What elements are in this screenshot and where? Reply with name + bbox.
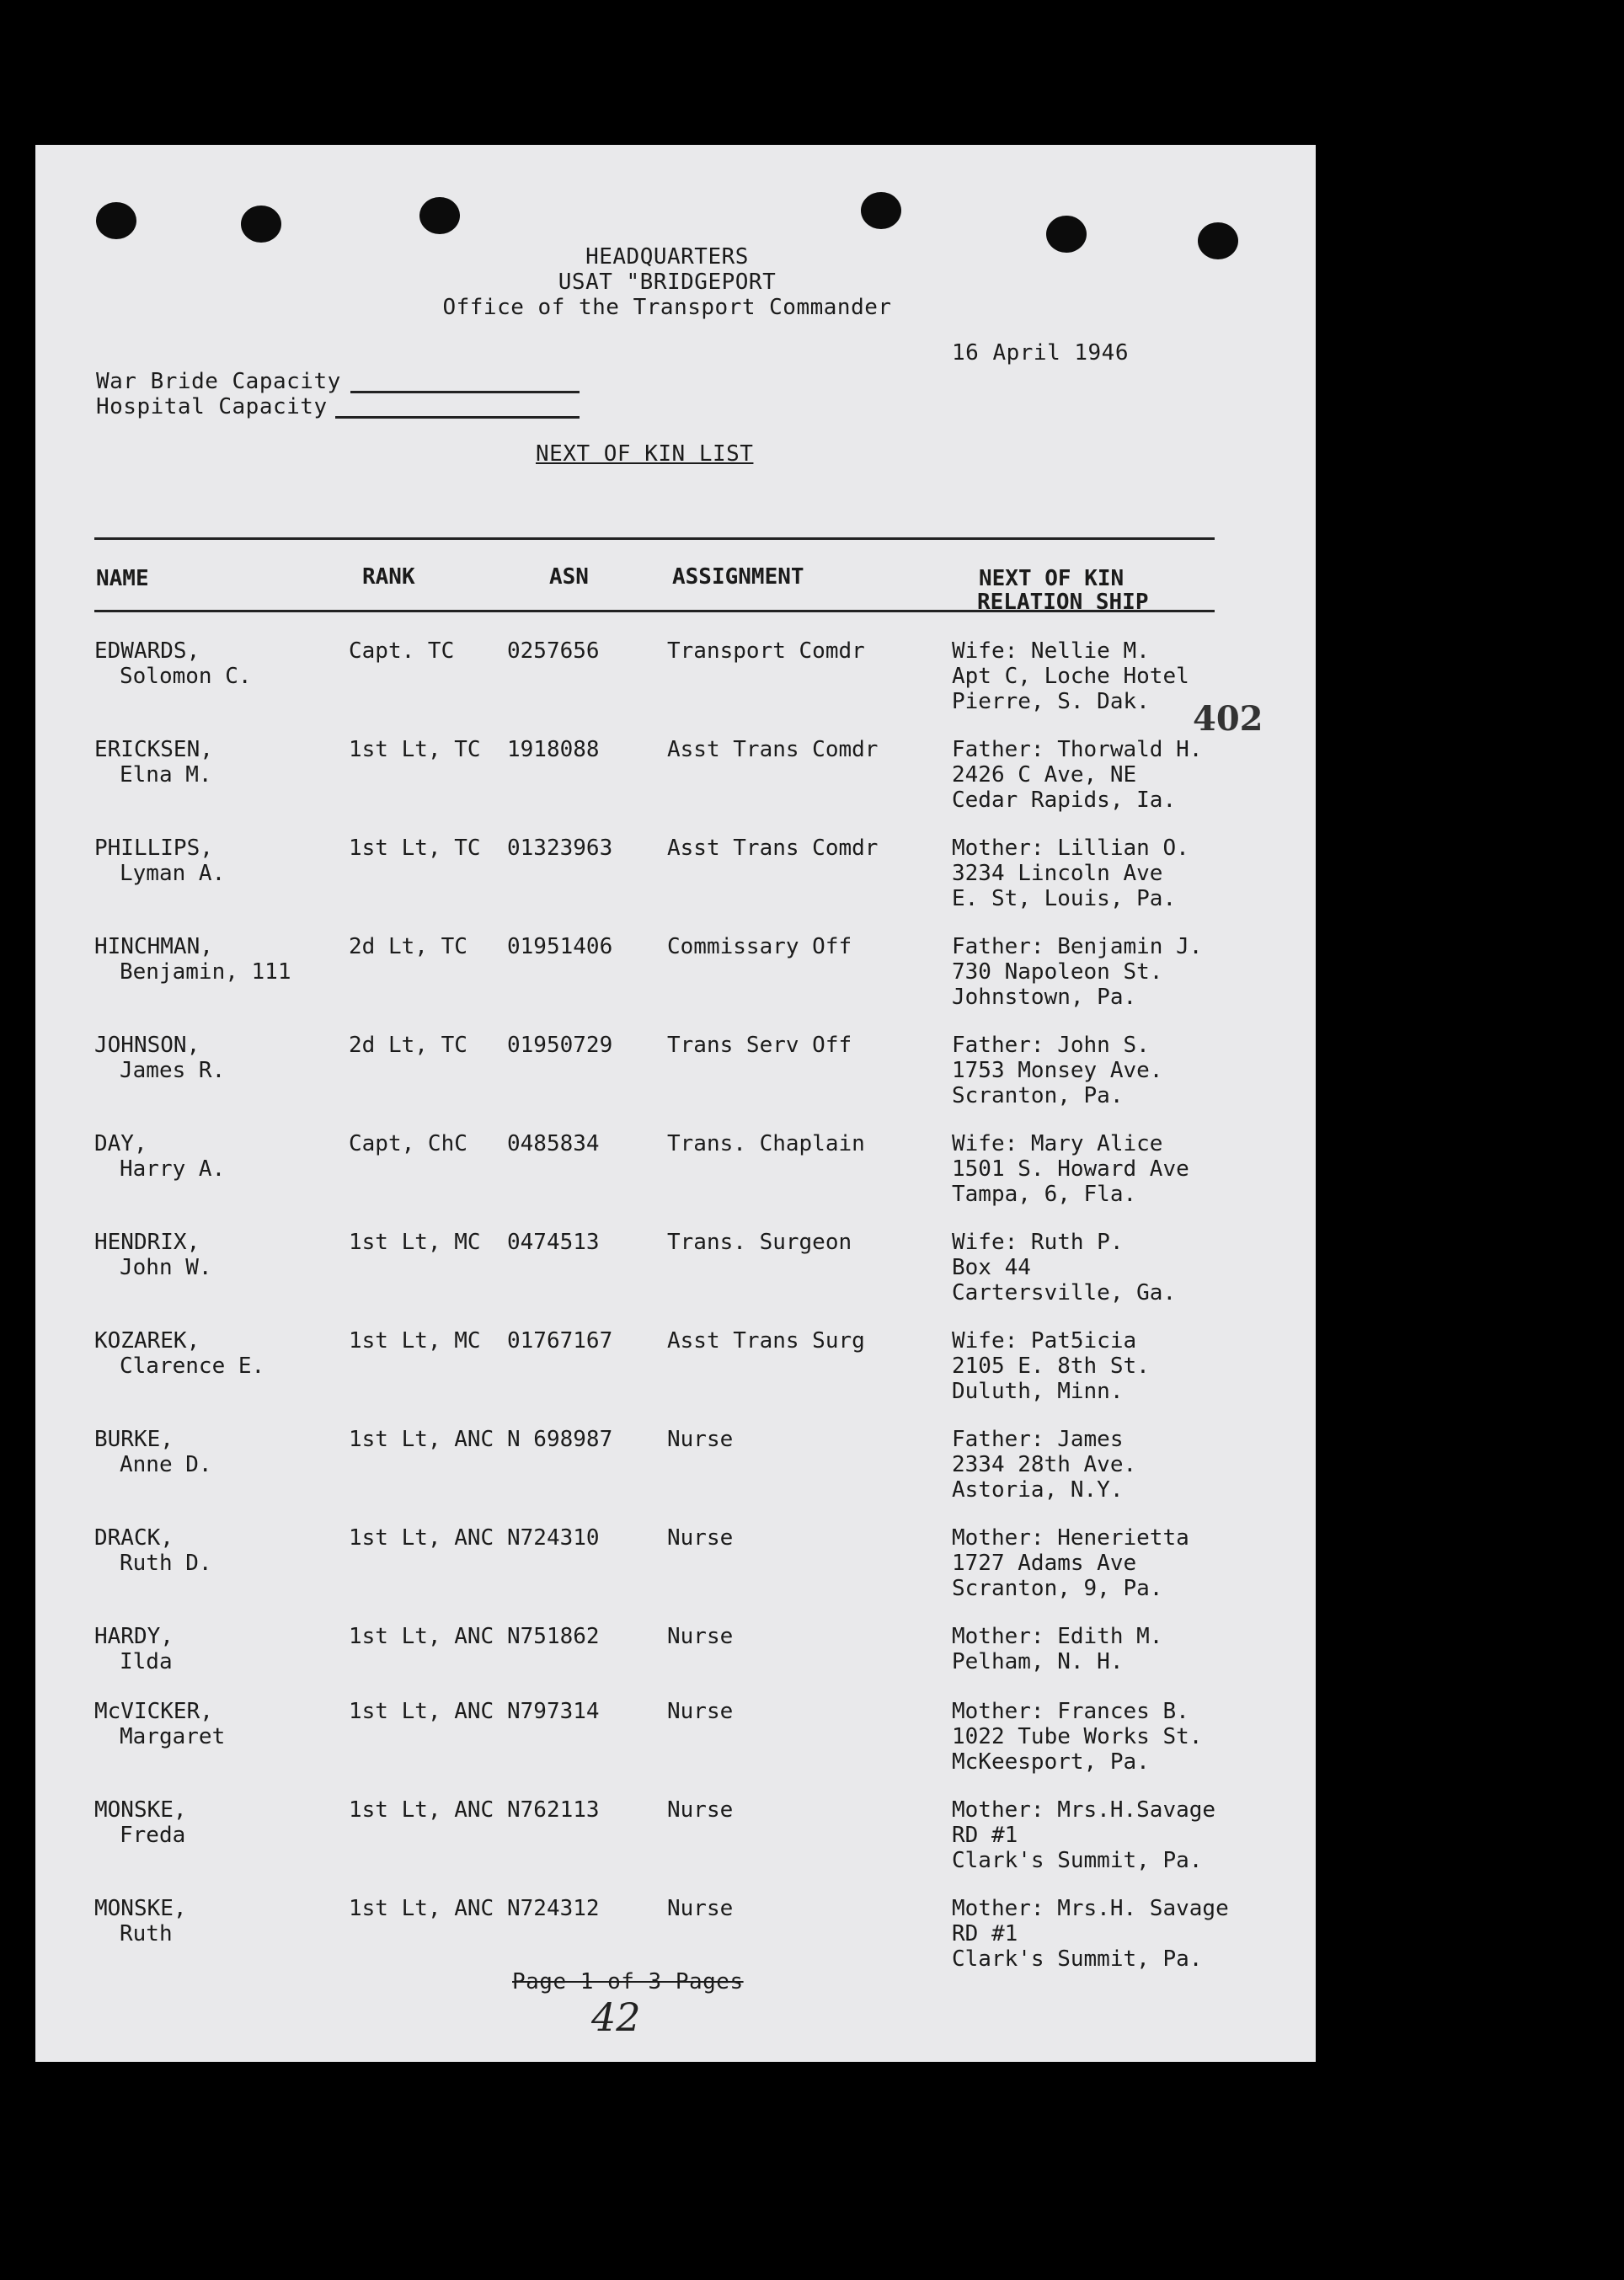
page-note: Page 1 of 3 Pages <box>512 1969 744 1994</box>
assignment-cell: Nurse <box>667 1797 734 1823</box>
table-row <box>35 1699 1316 1791</box>
table-row <box>35 638 1316 731</box>
rank-cell: 1st Lt, ANC <box>349 1427 494 1452</box>
column-header-asn: ASN <box>549 564 589 590</box>
given-name-cell: Benjamin, 111 <box>120 959 291 985</box>
next-of-kin-line: 3234 Lincoln Ave <box>952 861 1163 886</box>
rank-cell: Capt. TC <box>349 638 455 664</box>
next-of-kin-line: Cedar Rapids, Ia. <box>952 788 1177 813</box>
surname-cell: MONSKE, <box>94 1797 187 1823</box>
column-header-rank: RANK <box>362 564 415 590</box>
asn-cell: N724312 <box>507 1896 600 1921</box>
table-row <box>35 1525 1316 1618</box>
surname-cell: HINCHMAN, <box>94 934 213 959</box>
given-name-cell: John W. <box>120 1255 212 1280</box>
next-of-kin-line: 2334 28th Ave. <box>952 1452 1137 1477</box>
next-of-kin-line: Father: Benjamin J. <box>952 934 1203 959</box>
list-title: NEXT OF KIN LIST <box>536 441 754 467</box>
header-line-2: USAT "BRIDGEPORT <box>558 270 777 295</box>
surname-cell: JOHNSON, <box>94 1033 200 1058</box>
next-of-kin-line: 1501 S. Howard Ave <box>952 1156 1189 1182</box>
given-name-cell: Ruth D. <box>120 1551 212 1576</box>
punch-hole <box>419 197 460 234</box>
next-of-kin-line: Mother: Frances B. <box>952 1699 1189 1724</box>
surname-cell: DRACK, <box>94 1525 174 1551</box>
punch-hole <box>96 202 136 239</box>
rank-cell: 1st Lt, ANC <box>349 1525 494 1551</box>
column-header-relationship: RELATION SHIP <box>977 590 1149 615</box>
next-of-kin-line: Astoria, N.Y. <box>952 1477 1124 1503</box>
handwritten-page-number: 42 <box>591 1994 641 2040</box>
assignment-cell: Transport Comdr <box>667 638 865 664</box>
next-of-kin-line: Tampa, 6, Fla. <box>952 1182 1137 1207</box>
rank-cell: 2d Lt, TC <box>349 934 467 959</box>
table-row <box>35 737 1316 830</box>
given-name-cell: Elna M. <box>120 762 212 788</box>
next-of-kin-line: Mother: Mrs.H. Savage <box>952 1896 1229 1921</box>
next-of-kin-line: Clark's Summit, Pa. <box>952 1946 1203 1972</box>
given-name-cell: Clarence E. <box>120 1354 265 1379</box>
next-of-kin-line: Pierre, S. Dak. <box>952 689 1150 714</box>
table-row <box>35 1797 1316 1890</box>
rank-cell: 1st Lt, ANC <box>349 1624 494 1649</box>
war-bride-capacity-label: War Bride Capacity <box>96 369 341 394</box>
given-name-cell: Solomon C. <box>120 664 252 689</box>
rank-cell: Capt, ChC <box>349 1131 467 1156</box>
rank-cell: 1st Lt, ANC <box>349 1699 494 1724</box>
next-of-kin-line: McKeesport, Pa. <box>952 1749 1150 1775</box>
next-of-kin-line: RD #1 <box>952 1921 1018 1946</box>
surname-cell: DAY, <box>94 1131 147 1156</box>
header-line-1: HEADQUARTERS <box>585 244 749 270</box>
next-of-kin-line: Father: Thorwald H. <box>952 737 1203 762</box>
next-of-kin-line: 730 Napoleon St. <box>952 959 1163 985</box>
next-of-kin-line: Mother: Edith M. <box>952 1624 1163 1649</box>
next-of-kin-line: Scranton, Pa. <box>952 1083 1124 1108</box>
table-row <box>35 1033 1316 1125</box>
next-of-kin-line: Mother: Mrs.H.Savage <box>952 1797 1216 1823</box>
column-header-assignment: ASSIGNMENT <box>672 564 804 590</box>
table-row <box>35 1328 1316 1421</box>
next-of-kin-line: Wife: Nellie M. <box>952 638 1150 664</box>
next-of-kin-line: Father: John S. <box>952 1033 1150 1058</box>
punch-hole <box>241 206 281 243</box>
table-row <box>35 1427 1316 1519</box>
next-of-kin-line: Wife: Pat5icia <box>952 1328 1137 1354</box>
next-of-kin-line: 1727 Adams Ave <box>952 1551 1137 1576</box>
document-page <box>35 145 1316 2062</box>
assignment-cell: Nurse <box>667 1427 734 1452</box>
assignment-cell: Commissary Off <box>667 934 852 959</box>
asn-cell: 1918088 <box>507 737 600 762</box>
assignment-cell: Trans Serv Off <box>667 1033 852 1058</box>
surname-cell: ERICKSEN, <box>94 737 213 762</box>
punch-hole <box>1198 222 1238 259</box>
given-name-cell: Harry A. <box>120 1156 226 1182</box>
column-header-next-of-kin: NEXT OF KIN <box>979 566 1125 591</box>
next-of-kin-line: Wife: Mary Alice <box>952 1131 1163 1156</box>
assignment-cell: Trans. Chaplain <box>667 1131 865 1156</box>
top-rule <box>94 537 1215 540</box>
asn-cell: N751862 <box>507 1624 600 1649</box>
table-row <box>35 836 1316 928</box>
document-date: 16 April 1946 <box>952 340 1129 366</box>
stamp-number: 402 <box>1193 699 1263 739</box>
rank-cell: 1st Lt, ANC <box>349 1797 494 1823</box>
given-name-cell: Margaret <box>120 1724 226 1749</box>
next-of-kin-line: Wife: Ruth P. <box>952 1230 1124 1255</box>
punch-hole <box>861 192 901 229</box>
assignment-cell: Asst Trans Comdr <box>667 737 879 762</box>
given-name-cell: Freda <box>120 1823 186 1848</box>
surname-cell: PHILLIPS, <box>94 836 213 861</box>
rank-cell: 1st Lt, TC <box>349 836 481 861</box>
next-of-kin-line: Cartersville, Ga. <box>952 1280 1177 1306</box>
asn-cell: N 698987 <box>507 1427 613 1452</box>
asn-cell: N724310 <box>507 1525 600 1551</box>
table-row <box>35 1131 1316 1224</box>
next-of-kin-line: RD #1 <box>952 1823 1018 1848</box>
rank-cell: 1st Lt, TC <box>349 737 481 762</box>
assignment-cell: Nurse <box>667 1525 734 1551</box>
hospital-capacity-label: Hospital Capacity <box>96 394 328 419</box>
asn-cell: 0474513 <box>507 1230 600 1255</box>
assignment-cell: Nurse <box>667 1896 734 1921</box>
rank-cell: 1st Lt, MC <box>349 1230 481 1255</box>
surname-cell: EDWARDS, <box>94 638 200 664</box>
surname-cell: BURKE, <box>94 1427 174 1452</box>
table-row <box>35 1230 1316 1322</box>
next-of-kin-line: Mother: Henerietta <box>952 1525 1189 1551</box>
given-name-cell: Ilda <box>120 1649 173 1674</box>
next-of-kin-line: 2426 C Ave, NE <box>952 762 1137 788</box>
punch-hole <box>1046 216 1087 253</box>
asn-cell: 01323963 <box>507 836 613 861</box>
next-of-kin-line: E. St, Louis, Pa. <box>952 886 1177 911</box>
column-header-name: NAME <box>96 566 149 591</box>
next-of-kin-line: Pelham, N. H. <box>952 1649 1124 1674</box>
asn-cell: N762113 <box>507 1797 600 1823</box>
given-name-cell: James R. <box>120 1058 226 1083</box>
given-name-cell: Anne D. <box>120 1452 212 1477</box>
hospital-capacity-blank <box>335 416 580 419</box>
surname-cell: McVICKER, <box>94 1699 213 1724</box>
rank-cell: 2d Lt, TC <box>349 1033 467 1058</box>
header-line-3: Office of the Transport Commander <box>442 295 892 320</box>
asn-cell: 01950729 <box>507 1033 613 1058</box>
assignment-cell: Trans. Surgeon <box>667 1230 852 1255</box>
given-name-cell: Ruth <box>120 1921 173 1946</box>
next-of-kin-line: Box 44 <box>952 1255 1031 1280</box>
surname-cell: HENDRIX, <box>94 1230 200 1255</box>
given-name-cell: Lyman A. <box>120 861 226 886</box>
asn-cell: N797314 <box>507 1699 600 1724</box>
asn-cell: 01767167 <box>507 1328 613 1354</box>
next-of-kin-line: 1022 Tube Works St. <box>952 1724 1203 1749</box>
next-of-kin-line: Apt C, Loche Hotel <box>952 664 1189 689</box>
asn-cell: 0485834 <box>507 1131 600 1156</box>
assignment-cell: Asst Trans Comdr <box>667 836 879 861</box>
next-of-kin-line: Father: James <box>952 1427 1124 1452</box>
assignment-cell: Asst Trans Surg <box>667 1328 865 1354</box>
asn-cell: 0257656 <box>507 638 600 664</box>
assignment-cell: Nurse <box>667 1699 734 1724</box>
asn-cell: 01951406 <box>507 934 613 959</box>
war-bride-capacity-blank <box>350 391 580 393</box>
surname-cell: HARDY, <box>94 1624 174 1649</box>
surname-cell: MONSKE, <box>94 1896 187 1921</box>
next-of-kin-line: Clark's Summit, Pa. <box>952 1848 1203 1873</box>
next-of-kin-line: 1753 Monsey Ave. <box>952 1058 1163 1083</box>
next-of-kin-line: Johnstown, Pa. <box>952 985 1137 1010</box>
next-of-kin-line: Mother: Lillian O. <box>952 836 1189 861</box>
rank-cell: 1st Lt, ANC <box>349 1896 494 1921</box>
next-of-kin-line: Scranton, 9, Pa. <box>952 1576 1163 1601</box>
table-row <box>35 934 1316 1027</box>
rank-cell: 1st Lt, MC <box>349 1328 481 1354</box>
assignment-cell: Nurse <box>667 1624 734 1649</box>
next-of-kin-line: 2105 E. 8th St. <box>952 1354 1150 1379</box>
next-of-kin-line: Duluth, Minn. <box>952 1379 1124 1404</box>
surname-cell: KOZAREK, <box>94 1328 200 1354</box>
